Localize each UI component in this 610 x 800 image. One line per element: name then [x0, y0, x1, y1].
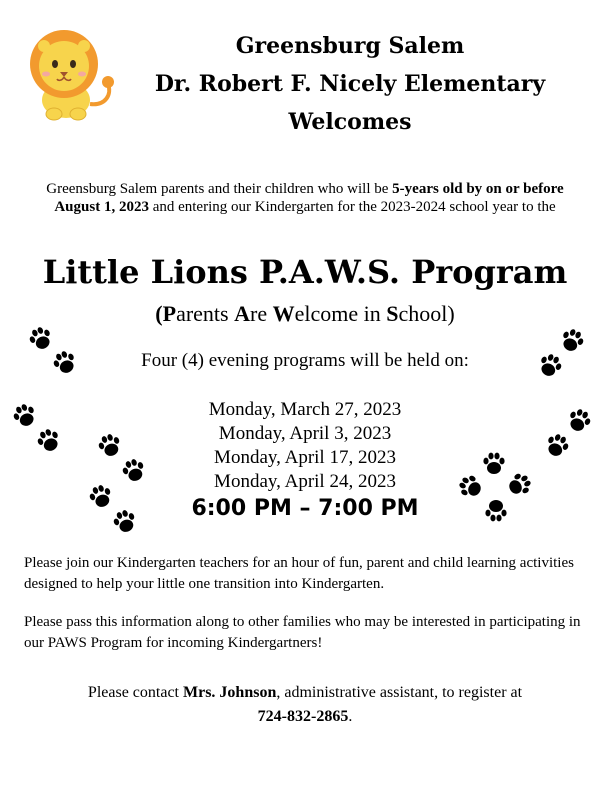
share-paragraph: Please pass this information along to other families who may be interested in participating in our PAWS Program for incoming Kindergartners! [24, 614, 581, 651]
contact-paragraph [20, 681, 590, 729]
date-item: Monday, April 17, 2023 [214, 447, 396, 468]
acronym-paren: ( [155, 301, 163, 326]
acronym-letter-a: A [234, 301, 250, 326]
date-item: Monday, April 24, 2023 [214, 471, 396, 492]
school-district-heading: Greensburg Salem [235, 33, 465, 59]
acronym-word-parents: arents [176, 301, 235, 326]
acronym-word-are: re [250, 301, 273, 326]
contact-end: . [348, 708, 353, 725]
contact-text-2: , administrative assistant, to register at [276, 684, 523, 701]
program-time: 6:00 PM – 7:00 PM [191, 496, 419, 521]
acronym-letter-w: W [272, 301, 295, 326]
intro-age-requirement: 5-years old by on or before August 1, 2023 [54, 181, 564, 215]
contact-text-1: Please contact [87, 684, 183, 701]
acronym-word-welcome: elcome in [294, 301, 387, 326]
contact-phone: 724-832-2865 [257, 708, 349, 725]
program-acronym-expansion [0, 301, 610, 327]
date-item: Monday, March 27, 2023 [208, 399, 402, 420]
paw-print-icon [483, 497, 509, 523]
paw-print-icon [481, 451, 507, 477]
acronym-letter-p: P [162, 301, 177, 326]
intro-text-2: and entering our Kindergarten for the 2023-2024 school year to the [148, 199, 556, 215]
school-name-heading: Dr. Robert F. Nicely Elementary [154, 71, 546, 97]
welcomes-heading: Welcomes [288, 109, 412, 135]
acronym-letter-s: S [386, 301, 399, 326]
contact-name: Mrs. Johnson [183, 684, 277, 701]
acronym-word-school: chool) [398, 301, 455, 326]
schedule-intro: Four (4) evening programs will be held on: [141, 350, 469, 371]
date-item: Monday, April 3, 2023 [218, 423, 392, 444]
program-title: Little Lions P.A.W.S. Program [42, 253, 568, 291]
activities-paragraph: Please join our Kindergarten teachers for an hour of fun, parent and child learning activities designed to help your little one transition into Kindergarten. [24, 555, 574, 592]
intro-text-1: Greensburg Salem parents and their children who will be [46, 181, 393, 197]
intro-paragraph [40, 180, 570, 216]
